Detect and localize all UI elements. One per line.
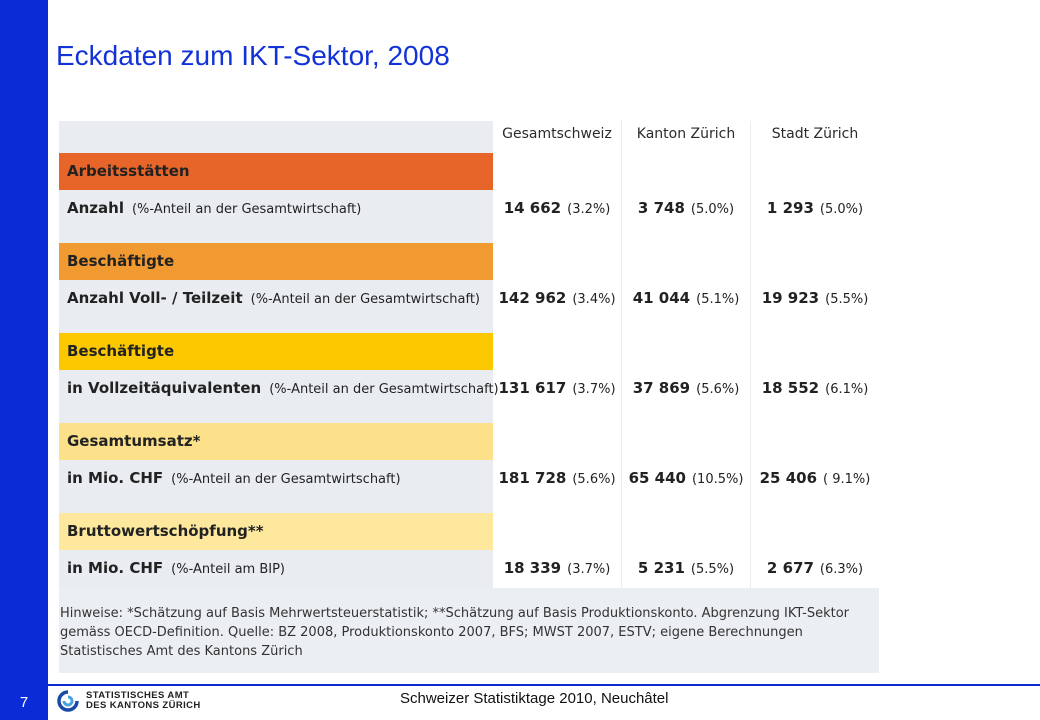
value-percent: (3.4%) xyxy=(572,292,616,307)
value-cell xyxy=(493,190,621,226)
value-number: 19 923 xyxy=(761,289,820,307)
section-header: Arbeitsstätten xyxy=(59,153,493,190)
value-number: 142 962 xyxy=(498,289,567,307)
row-label xyxy=(59,550,493,586)
value-number: 14 662 xyxy=(503,199,562,217)
value-cell xyxy=(751,370,879,406)
row-label xyxy=(59,280,493,316)
value-number: 181 728 xyxy=(498,469,567,487)
value-cell xyxy=(493,370,621,406)
column-header: Stadt Zürich xyxy=(771,126,859,142)
value-cell xyxy=(622,460,750,496)
row-label-text: in Mio. CHF xyxy=(67,469,164,487)
value-percent: (3.2%) xyxy=(567,202,611,217)
section-header: Beschäftigte xyxy=(59,333,493,370)
value-percent: (6.3%) xyxy=(819,562,864,577)
row-label-text: Anzahl Voll- / Teilzeit xyxy=(67,289,243,307)
value-number: 2 677 xyxy=(766,559,814,577)
left-accent-bar xyxy=(0,0,48,720)
value-percent: (5.5%) xyxy=(825,292,869,307)
value-cell xyxy=(493,460,621,496)
logo-line: DES KANTONS ZÜRICH xyxy=(86,700,201,711)
value-number: 18 552 xyxy=(761,379,820,397)
footer-rule xyxy=(48,684,1040,686)
footnote xyxy=(60,604,880,661)
row-label xyxy=(59,190,493,226)
ikt-data-table xyxy=(59,121,879,588)
value-cell xyxy=(493,550,621,586)
footnote-line: Statistisches Amt des Kantons Zürich xyxy=(60,644,303,659)
section-header: Gesamtumsatz* xyxy=(59,423,493,460)
value-percent: (5.1%) xyxy=(696,292,740,307)
column-header: Gesamtschweiz xyxy=(502,126,612,142)
footer-event: Schweizer Statistiktage 2010, Neuchâtel xyxy=(400,690,669,707)
value-cell xyxy=(751,550,879,586)
row-label-note: (%-Anteil an der Gesamtwirtschaft) xyxy=(131,202,362,217)
value-percent: (5.0%) xyxy=(819,202,864,217)
value-cell xyxy=(622,370,750,406)
footnote-line: gemäss OECD-Definition. Quelle: BZ 2008, Produktionskonto 2007, BFS; MWST 2007, ESTV; eigene Berechnungen xyxy=(60,625,803,640)
section-header: Beschäftigte xyxy=(59,243,493,280)
value-percent: (10.5%) xyxy=(691,472,744,487)
value-percent: (3.7%) xyxy=(567,562,611,577)
statistisches-amt-logo xyxy=(56,690,201,712)
value-number: 5 231 xyxy=(637,559,685,577)
value-percent: (3.7%) xyxy=(572,382,616,397)
section-header: Bruttowertschöpfung** xyxy=(59,513,493,550)
value-number: 37 869 xyxy=(632,379,691,397)
value-percent: (5.6%) xyxy=(572,472,616,487)
footnote-line: Hinweise: *Schätzung auf Basis Mehrwertsteuerstatistik; **Schätzung auf Basis Produktionskonto. Abgrenzung IKT-Sektor xyxy=(60,606,850,621)
value-percent: (6.1%) xyxy=(825,382,869,397)
value-number: 41 044 xyxy=(632,289,691,307)
row-label-note: (%-Anteil an der Gesamtwirtschaft) xyxy=(269,382,499,397)
slide-title: Eckdaten zum IKT-Sektor, 2008 xyxy=(56,40,450,71)
value-cell xyxy=(622,280,750,316)
value-cell xyxy=(751,190,879,226)
value-cell xyxy=(622,190,750,226)
value-number: 1 293 xyxy=(766,199,814,217)
value-percent: ( 9.1%) xyxy=(823,472,871,487)
value-number: 18 339 xyxy=(503,559,562,577)
value-percent: (5.0%) xyxy=(690,202,735,217)
row-label-note: (%-Anteil am BIP) xyxy=(171,562,285,577)
value-percent: (5.5%) xyxy=(690,562,735,577)
value-cell xyxy=(622,550,750,586)
row-label xyxy=(59,370,499,406)
value-number: 3 748 xyxy=(637,199,685,217)
column-header: Kanton Zürich xyxy=(636,126,736,142)
row-label xyxy=(59,460,493,496)
row-label-text: in Mio. CHF xyxy=(67,559,164,577)
page-number: 7 xyxy=(19,694,29,711)
logo-icon xyxy=(56,690,80,712)
row-label-text: Anzahl xyxy=(67,199,124,217)
value-number: 65 440 xyxy=(628,469,686,487)
row-label-note: (%-Anteil an der Gesamtwirtschaft) xyxy=(171,472,401,487)
logo-line: STATISTISCHES AMT xyxy=(86,690,190,701)
row-label-note: (%-Anteil an der Gesamtwirtschaft) xyxy=(250,292,481,307)
value-number: 25 406 xyxy=(759,469,818,487)
value-cell xyxy=(751,460,879,496)
row-label-text: in Vollzeitäquivalenten xyxy=(67,379,262,397)
value-cell xyxy=(493,280,621,316)
value-cell xyxy=(751,280,879,316)
value-percent: (5.6%) xyxy=(696,382,740,397)
value-number: 131 617 xyxy=(498,379,567,397)
